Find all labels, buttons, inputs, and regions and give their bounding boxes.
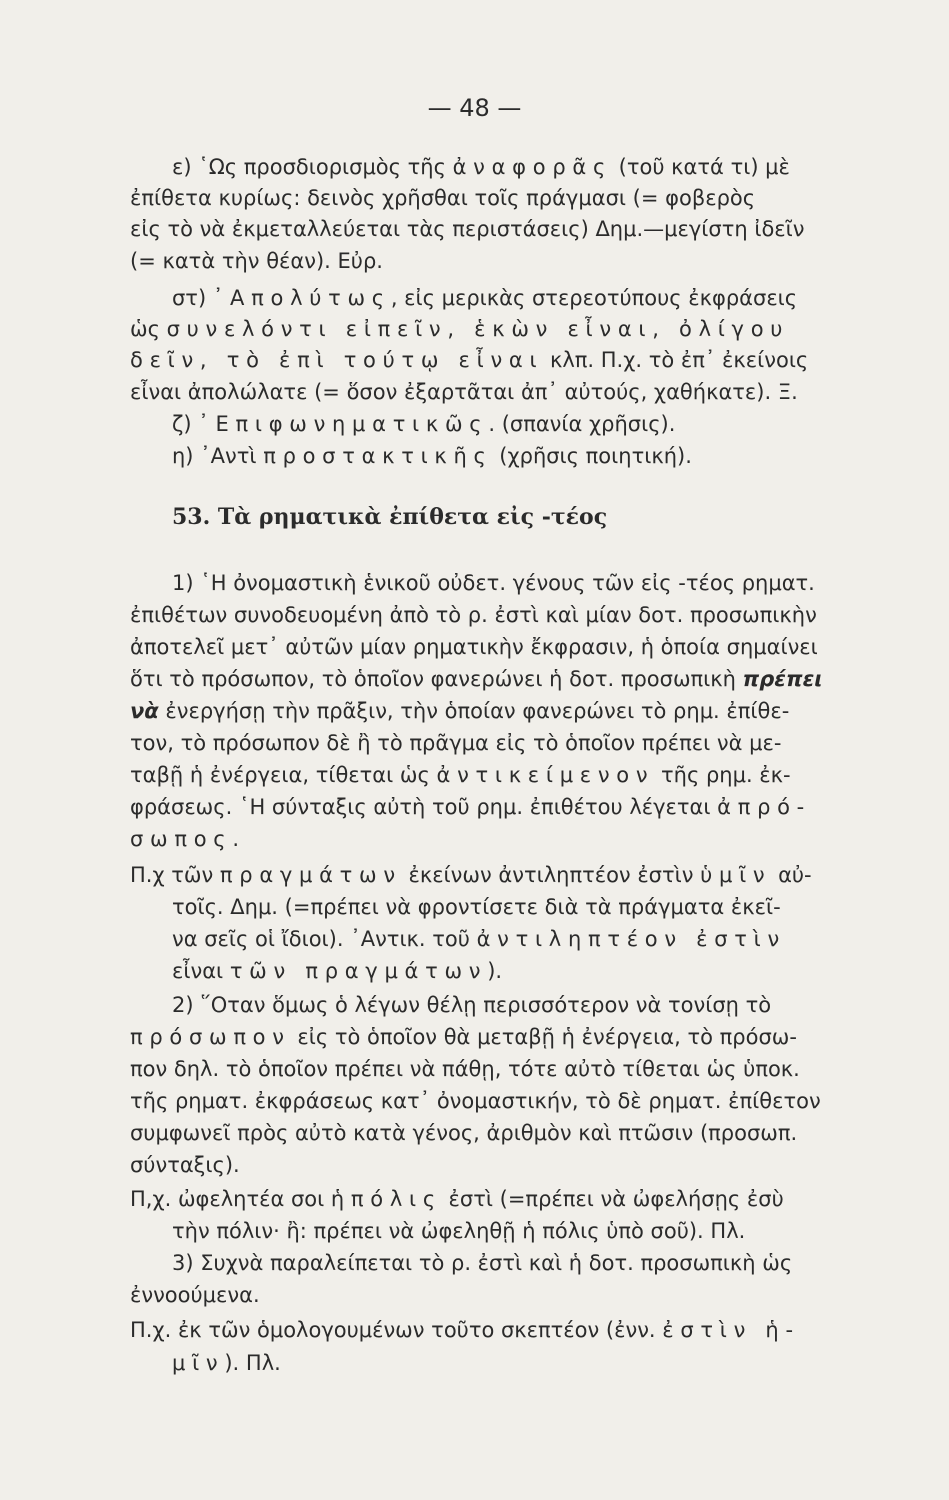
- text-line: 2) ῞Οταν ὅμως ὁ λέγων θέλῃ περισσότερον νὰ τονίσῃ τὸ: [172, 993, 772, 1017]
- text-line: Π.χ τῶν πραγμάτων ἐκείνων ἀντιληπτέον ἐστὶν ὑμῖν αὐ-: [130, 863, 812, 887]
- text-line: ὡς συνελόντι εἰπεῖν, ἑκὼν εἶναι, ὀλίγου: [130, 317, 790, 341]
- text-line: ἐννοούμενα.: [130, 1283, 260, 1307]
- text-line: τοῖς. Δημ. (=πρέπει νὰ φροντίσετε διὰ τὰ πράγματα ἐκεῖ-: [172, 895, 781, 919]
- text-line: σωπος.: [130, 827, 239, 851]
- text-line: να σεῖς οἱ ἴδιοι). ᾽Αντικ. τοῦ ἀντιληπτέον ἐστὶν: [172, 927, 786, 951]
- text-line: ζ) ᾽Επιφωνηματικῶς. (σπανία χρῆσις).: [172, 412, 676, 436]
- page-number: — 48 —: [427, 94, 522, 122]
- text-line: νὰ ἐνεργήσῃ τὴν πρᾶξιν, τὴν ὁποίαν φανερώνει τὸ ρημ. ἐπίθε-: [130, 699, 790, 723]
- text-line: τὴν πόλιν· ἢ: πρέπει νὰ ὠφεληθῇ ἡ πόλις ὑπὸ σοῦ). Πλ.: [172, 1219, 746, 1243]
- text-line: 1) ῾Η ὀνομαστικὴ ἑνικοῦ οὐδετ. γένους τῶν εἰς -τέος ρηματ.: [172, 571, 815, 595]
- text-line: φράσεως. ῾Η σύνταξις αὐτὴ τοῦ ρημ. ἐπιθέτου λέγεται ἀπρό-: [130, 795, 811, 819]
- text-line: Π.χ. ἐκ τῶν ὁμολογουμένων τοῦτο σκεπτέον (ἐνν. ἐστὶν ἡ-: [130, 1318, 800, 1342]
- text-line: σύνταξις).: [130, 1153, 240, 1177]
- text-line: 3) Συχνὰ παραλείπεται τὸ ρ. ἐστὶ καὶ ἡ δοτ. προσωπικὴ ὡς: [172, 1251, 793, 1275]
- text-line: μῖν). Πλ.: [172, 1351, 281, 1375]
- text-line: η) ᾽Αντὶ προστακτικῆς (χρῆσις ποιητική).: [172, 444, 692, 468]
- text-line: ἀποτελεῖ μετ᾽ αὐτῶν μίαν ρηματικὴν ἔκφρασιν, ἡ ὁποία σημαίνει: [130, 635, 818, 659]
- text-line: εἶναι ἀπολώλατε (= ὅσον ἐξαρτᾶται ἀπ᾽ αὐτούς, χαθήκατε). Ξ.: [130, 380, 798, 404]
- text-line: πρόσωπον εἰς τὸ ὁποῖον θὰ μεταβῇ ἡ ἐνέργεια, τὸ πρόσω-: [130, 1025, 797, 1049]
- text-line: ε) ῾Ως προσδιορισμὸς τῆς ἀναφορᾶς (τοῦ κατά τι) μὲ: [172, 155, 790, 179]
- text-line: ταβῇ ἡ ἐνέργεια, τίθεται ὡς ἀντικείμενον τῆς ρημ. ἐκ-: [130, 763, 791, 787]
- text-line: τον, τὸ πρόσωπον δὲ ἢ τὸ πρᾶγμα εἰς τὸ ὁποῖον πρέπει νὰ με-: [130, 731, 782, 755]
- text-line: εἰς τὸ νὰ ἐκμεταλλεύεται τὰς περιστάσεις) Δημ.—μεγίστη ἰδεῖν: [130, 217, 805, 241]
- text-line: συμφωνεῖ πρὸς αὐτὸ κατὰ γένος, ἀριθμὸν καὶ πτῶσιν (προσωπ.: [130, 1121, 798, 1145]
- text-line: στ) ᾽Απολύτως, εἰς μερικὰς στερεοτύπους ἐκφράσεις: [172, 286, 798, 310]
- text-line: Π,χ. ὠφελητέα σοι ἡ πόλις ἐστὶ (=πρέπει νὰ ὠφελήσῃς ἐσὺ: [130, 1187, 784, 1211]
- text-line: δεῖν, τὸ ἐπὶ τούτῳ εἶναι κλπ. Π.χ. τὸ ἐπ᾽ ἐκείνοις: [130, 348, 809, 372]
- text-line: ὅτι τὸ πρόσωπον, τὸ ὁποῖον φανερώνει ἡ δοτ. προσωπικὴ πρέπει: [130, 667, 823, 691]
- text-line: τῆς ρηματ. ἐκφράσεως κατ᾽ ὀνομαστικήν, τὸ δὲ ρηματ. ἐπίθετον: [130, 1089, 821, 1113]
- text-line: (= κατὰ τὴν θέαν). Εὐρ.: [130, 249, 383, 273]
- section-heading: 53. Τὰ ρηματικὰ ἐπίθετα εἰς -τέος: [172, 504, 608, 530]
- text-line: πον δηλ. τὸ ὁποῖον πρέπει νὰ πάθῃ, τότε αὐτὸ τίθεται ὡς ὑποκ.: [130, 1057, 800, 1081]
- text-line: εἶναι τῶν πραγμάτων).: [172, 959, 503, 983]
- text-line: ἐπιθέτων συνοδευομένη ἀπὸ τὸ ρ. ἐστὶ καὶ μίαν δοτ. προσωπικὴν: [130, 603, 817, 627]
- text-line: ἐπίθετα κυρίως: δεινὸς χρῆσθαι τοῖς πράγμασι (= φοβερὸς: [130, 186, 756, 210]
